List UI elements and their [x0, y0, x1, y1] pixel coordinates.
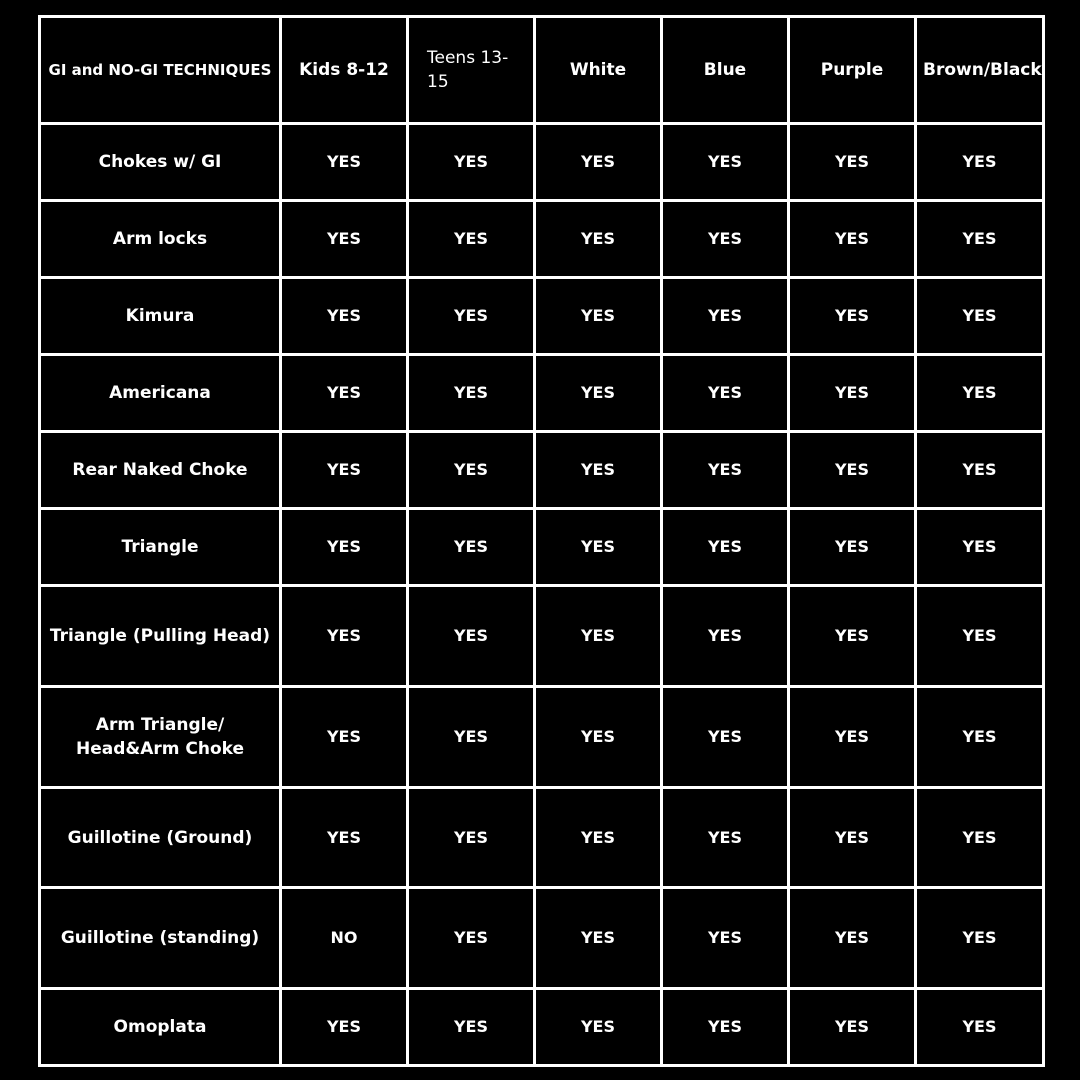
purple-cell: YES: [789, 201, 916, 278]
white-cell: YES: [535, 201, 662, 278]
table-row: [40, 788, 1044, 888]
technique-name: Rear Naked Choke: [40, 432, 281, 509]
brown-black-cell: YES: [916, 201, 1044, 278]
white-cell: YES: [535, 888, 662, 989]
teens-cell: YES: [408, 278, 535, 355]
blue-cell: YES: [662, 432, 789, 509]
brown-black-cell: YES: [916, 586, 1044, 687]
purple-cell: YES: [789, 509, 916, 586]
teens-cell: YES: [408, 586, 535, 687]
white-cell: YES: [535, 509, 662, 586]
kids-cell: YES: [281, 124, 408, 201]
purple-cell: YES: [789, 432, 916, 509]
brown-black-cell: YES: [916, 788, 1044, 888]
kids-cell: YES: [281, 355, 408, 432]
table-row: [40, 124, 1044, 201]
table-row: [40, 509, 1044, 586]
teens-cell: YES: [408, 509, 535, 586]
teens-cell: YES: [408, 432, 535, 509]
blue-cell: YES: [662, 687, 789, 788]
header-row: [40, 17, 1044, 124]
teens-cell: YES: [408, 989, 535, 1066]
teens-cell: YES: [408, 201, 535, 278]
white-cell: YES: [535, 989, 662, 1066]
header-purple: Purple: [789, 17, 916, 124]
table-row: [40, 586, 1044, 687]
brown-black-cell: YES: [916, 888, 1044, 989]
brown-black-cell: YES: [916, 278, 1044, 355]
technique-name: Triangle (Pulling Head): [40, 586, 281, 687]
purple-cell: YES: [789, 586, 916, 687]
technique-name: Arm locks: [40, 201, 281, 278]
purple-cell: YES: [789, 124, 916, 201]
white-cell: YES: [535, 355, 662, 432]
blue-cell: YES: [662, 201, 789, 278]
technique-name: Omoplata: [40, 989, 281, 1066]
purple-cell: YES: [789, 788, 916, 888]
technique-name: Guillotine (Ground): [40, 788, 281, 888]
brown-black-cell: YES: [916, 124, 1044, 201]
brown-black-cell: YES: [916, 432, 1044, 509]
header-teens: Teens 13-15: [408, 17, 535, 124]
header-white: White: [535, 17, 662, 124]
kids-cell: YES: [281, 201, 408, 278]
blue-cell: YES: [662, 586, 789, 687]
white-cell: YES: [535, 124, 662, 201]
blue-cell: YES: [662, 888, 789, 989]
purple-cell: YES: [789, 989, 916, 1066]
brown-black-cell: YES: [916, 687, 1044, 788]
teens-cell: YES: [408, 355, 535, 432]
header-techniques: GI and NO-GI TECHNIQUES: [40, 17, 281, 124]
blue-cell: YES: [662, 989, 789, 1066]
technique-name: Triangle: [40, 509, 281, 586]
table-row: [40, 278, 1044, 355]
table-row: [40, 201, 1044, 278]
purple-cell: YES: [789, 687, 916, 788]
brown-black-cell: YES: [916, 509, 1044, 586]
blue-cell: YES: [662, 788, 789, 888]
table-row: [40, 432, 1044, 509]
white-cell: YES: [535, 586, 662, 687]
purple-cell: YES: [789, 278, 916, 355]
kids-cell: NO: [281, 888, 408, 989]
blue-cell: YES: [662, 278, 789, 355]
brown-black-cell: YES: [916, 989, 1044, 1066]
kids-cell: YES: [281, 278, 408, 355]
teens-cell: YES: [408, 124, 535, 201]
header-brown-black: Brown/Black: [916, 17, 1044, 124]
blue-cell: YES: [662, 509, 789, 586]
teens-cell: YES: [408, 687, 535, 788]
kids-cell: YES: [281, 432, 408, 509]
brown-black-cell: YES: [916, 355, 1044, 432]
purple-cell: YES: [789, 888, 916, 989]
teens-cell: YES: [408, 888, 535, 989]
kids-cell: YES: [281, 788, 408, 888]
header-kids: Kids 8-12: [281, 17, 408, 124]
white-cell: YES: [535, 687, 662, 788]
technique-name: Chokes w/ GI: [40, 124, 281, 201]
white-cell: YES: [535, 432, 662, 509]
techniques-table: [38, 15, 1045, 1067]
technique-name: Arm Triangle/ Head&Arm Choke: [40, 687, 281, 788]
kids-cell: YES: [281, 509, 408, 586]
white-cell: YES: [535, 788, 662, 888]
kids-cell: YES: [281, 586, 408, 687]
technique-name: Americana: [40, 355, 281, 432]
teens-cell: YES: [408, 788, 535, 888]
table-row: [40, 989, 1044, 1066]
kids-cell: YES: [281, 687, 408, 788]
table-row: [40, 355, 1044, 432]
table-row: [40, 888, 1044, 989]
header-blue: Blue: [662, 17, 789, 124]
purple-cell: YES: [789, 355, 916, 432]
white-cell: YES: [535, 278, 662, 355]
kids-cell: YES: [281, 989, 408, 1066]
table-row: [40, 687, 1044, 788]
blue-cell: YES: [662, 355, 789, 432]
technique-name: Guillotine (standing): [40, 888, 281, 989]
technique-name: Kimura: [40, 278, 281, 355]
blue-cell: YES: [662, 124, 789, 201]
